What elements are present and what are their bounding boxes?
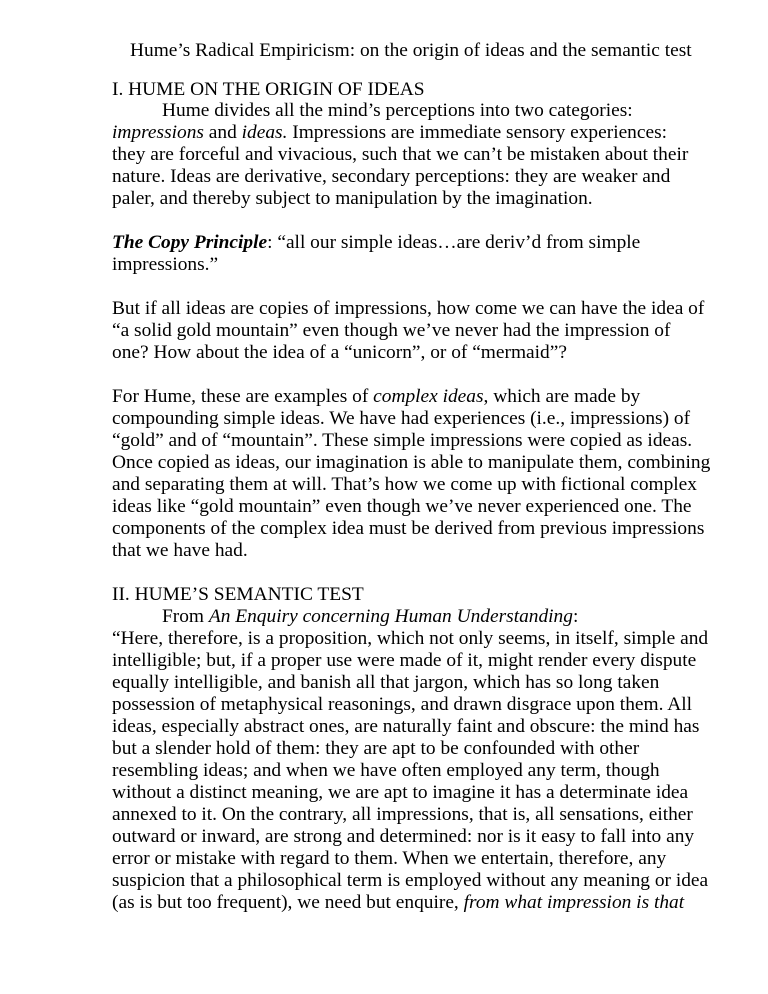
paragraph-3-line: components of the complex idea must be derived from previous impressions [112, 518, 705, 539]
quote-line: error or mistake with regard to them. When we entertain, therefore, any [112, 848, 667, 869]
quote-line: “Here, therefore, is a proposition, which not only seems, in itself, simple and [112, 628, 709, 649]
paragraph-2-line: one? How about the idea of a “unicorn”, or of “mermaid”? [112, 342, 567, 363]
quote-line: suspicion that a philosophical term is employed without any meaning or idea [112, 870, 709, 891]
quote-line: possession of metaphysical reasonings, and drawn disgrace upon them. All [112, 694, 692, 715]
paragraph-1-line: Hume divides all the mind’s perceptions into two categories: [162, 100, 633, 121]
paragraph-1-line: nature. Ideas are derivative, secondary perceptions: they are weaker and [112, 166, 671, 187]
paragraph-2-line: But if all ideas are copies of impressions, how come we can have the idea of [112, 298, 705, 319]
complex-ideas-term: complex ideas [373, 386, 484, 407]
paragraph-3-line: ideas like “gold mountain” even though we’ve never experienced one. The [112, 496, 692, 517]
quote-line: intelligible; but, if a proper use were made of it, might render every dispute [112, 650, 697, 671]
paragraph-1-line: they are forceful and vivacious, such that we can’t be mistaken about their [112, 144, 689, 165]
paragraph-3-line: and separating them at will. That’s how we come up with fictional complex [112, 474, 697, 495]
section-1-heading: I. HUME ON THE ORIGIN OF IDEAS [112, 79, 425, 100]
copy-principle-label: The Copy Principle [112, 232, 268, 253]
enquiry-title: An Enquiry concerning Human Understanding [208, 606, 573, 627]
paragraph-3-line: Once copied as ideas, our imagination is able to manipulate them, combining [112, 452, 711, 473]
copy-principle-line: impressions.” [112, 254, 219, 275]
quote-line: ideas, especially abstract ones, are naturally faint and obscure: the mind has [112, 716, 700, 737]
quote-line: equally intelligible, and banish all that jargon, which has so long taken [112, 672, 660, 693]
paragraph-2-line: “a solid gold mountain” even though we’ve never had the impression of [112, 320, 671, 341]
quote-line: but a slender hold of them: they are apt to be confounded with other [112, 738, 640, 759]
impression-question: from what impression is that [463, 892, 685, 913]
copy-principle-line: The Copy Principle: “all our simple ideas…are deriv’d from simple [112, 232, 641, 253]
section-2-heading: II. HUME’S SEMANTIC TEST [112, 584, 364, 605]
impressions-term: impressions [112, 122, 204, 143]
paragraph-1-line: paler, and thereby subject to manipulation by the imagination. [112, 188, 593, 209]
quote-line: (as is but too frequent), we need but enquire, from what impression is that [112, 892, 685, 913]
paragraph-3-line: compounding simple ideas. We have had experiences (i.e., impressions) of [112, 408, 691, 429]
paragraph-1-line: impressions and ideas. Impressions are immediate sensory experiences: [112, 122, 668, 143]
quote-line: annexed to it. On the contrary, all impressions, that is, all sensations, either [112, 804, 693, 825]
quote-line: resembling ideas; and when we have often employed any term, though [112, 760, 660, 781]
ideas-term: ideas. [241, 122, 288, 143]
paragraph-3-line: For Hume, these are examples of complex ideas, which are made by [112, 386, 641, 407]
document-title: Hume’s Radical Empiricism: on the origin of ideas and the semantic test [130, 40, 692, 61]
quote-line: outward or inward, are strong and determined: nor is it easy to fall into any [112, 826, 695, 847]
source-citation: From An Enquiry concerning Human Understanding: [162, 606, 579, 627]
paragraph-3-line: that we have had. [112, 540, 248, 561]
paragraph-3-line: “gold” and of “mountain”. These simple impressions were copied as ideas. [112, 430, 693, 451]
quote-line: without a distinct meaning, we are apt to imagine it has a determinate idea [112, 782, 689, 803]
